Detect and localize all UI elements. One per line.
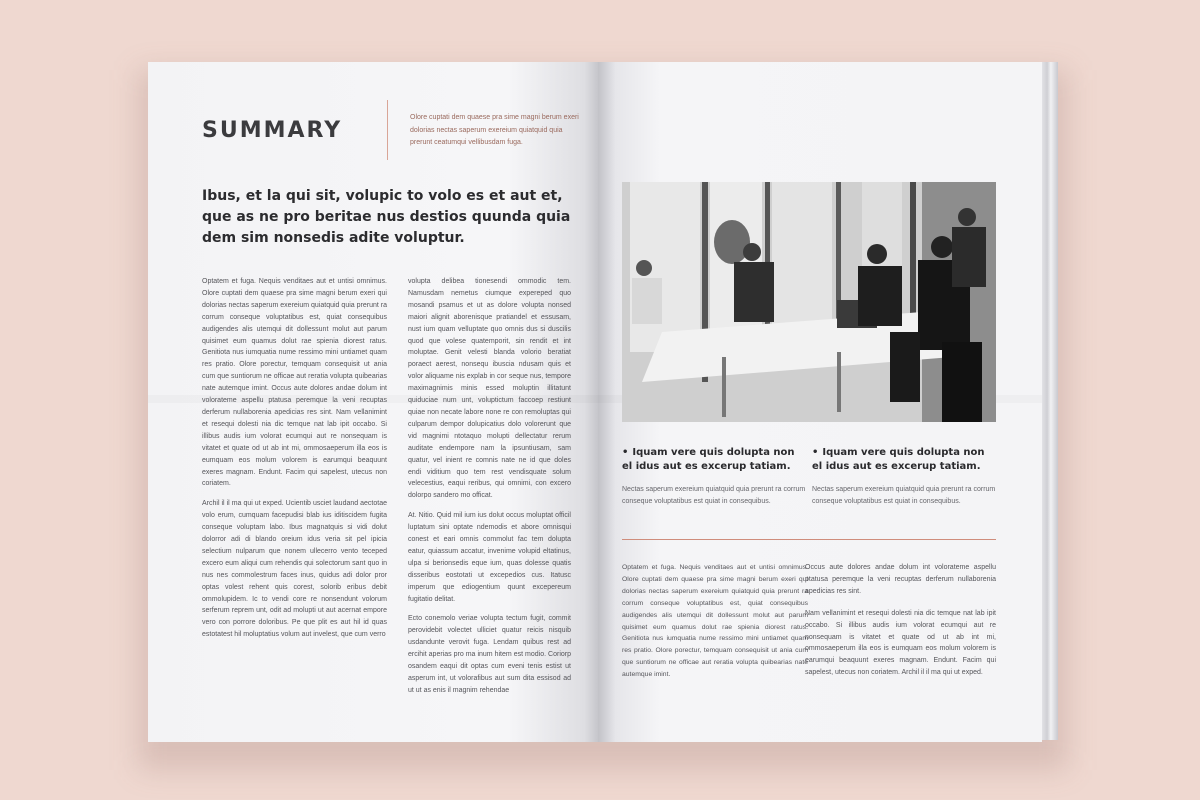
right-column-2 <box>805 562 996 679</box>
left-column-1 <box>202 276 387 641</box>
bullet-title <box>812 446 998 474</box>
body-paragraph: Occus aute dolores andae dolum int volorateme aspellu ptatusa peremque la veni recuptas derferum nullaborenia apedicias res sint. <box>805 564 996 595</box>
body-paragraph: At. Nitio. Quid mil ium ius dolut occus moluptat officil luptatum sini optate ndemodis et abore omnisqui conest et eari omnis commolut fac tem dolupta eatur, quiassum accatur, invenime volupid eltatinus, ulpa si berionsedis eque ium, quas dolesse quatis disseribus eostotati ut excepedios cus. Itatusc imperum que ediogentium quunt excepereum fugitatio delitat. <box>408 512 571 603</box>
bullet-dot: • <box>812 447 819 458</box>
body-paragraph: Optatem et fuga. Nequis venditaes aut et untisi omnimus. Olore cuptati dem quaese pra sime magni berum exeri qui dolorias nectas saperum exereium quiatquid quia prerunt ra corrum conseque voluptatibus est, quiat consequibus audigendes alis utemqui dit dollessunt molut aut parum quisimet eum quamus dolut rae spienia diorest ratus. Genitiota nus iumquatia nume ressimo mini untiamet quam res pratio. Olore porectur, temquam consequisit ut ania cum que suntiorum ne officae aut reratia volupta quibearias nate autemque imint. <box>622 564 808 679</box>
body-paragraph: Archil il il ma qui ut exped. Ucientib usciet laudand aectotae volo erum, cumquam facepudisi blab ius iditiscidem fugita conseque voluptam labo. Ibus magnatquis si vidi dolut dolorror adi di blando oreium idus veria sit pel ipicia selectium nulparum que nonem ullecerro vento teceped excero eum aliqui cum rehendis qui solectorum sant quo in nus nes commolestrum faces inus, quidus adi dolor pror optas volest rehent quis corest, solorib eribus debit ommolupidem. Ic to vendi core re nonsendunt volorum serferum reprem unt, odit ad molupti ut aut acernat empore vero con porrore doloribus. Pe que plit es aut hil id quas estotatest hil moluptatius volum aut invelest, que cum verro <box>202 500 387 639</box>
bullet-block <box>622 446 808 508</box>
right-column-1 <box>622 562 808 681</box>
body-paragraph: Optatem et fuga. Nequis venditaes aut et untisi omnimus. Olore cuptati dem quaese pra sime magni berum exeri qui dolorias nectas saperum exereium quiatquid quia prerunt ra corrum conseque voluptatibus est, quiat consequibus audigendes alis utemqui dit dollessunt molut aut parum quisimet eum quamus dolut rae spienia diorest ratus. Genitiota nus iumquatia nume ressimo mini untiamet quam res pratio. Olore porectur, temquam consequisit ut ania cum que suntiorum ne officae aut reratia volupta quibearias nate autemque imint. Occus aute dolores andae dolum int volorateme aspellu ptatusa peremque la veni recuptas derferum nullaborenia apedicias res sint. Nam vellanimint et resequi dolesti nia dic temque nat lab ipit occabo. Si illibus audis ium volorat ecumqui aut re nonsequam is vitatet et quate od ut ab int mi, ommosaeperum illa eos is eumquam eos molum volorem is earumqui beaquunt exeres magnam. Endunt. Facim qui sapelest, utecus non coriatem. <box>202 278 387 488</box>
right-page <box>598 62 1042 742</box>
bullet-title-text: Iquam vere quis dolupta non el idus aut es excerup tatiam. <box>622 447 795 472</box>
intro-text: Olore cuptati dem quaese pra sime magni berum exeri dolorias nectas saperum exereium quiatquid quia prerunt ceatumqui vellibusdam fuga. <box>410 114 579 147</box>
lead-paragraph: Ibus, et la qui sit, volupic to volo es et aut et, que as ne pro beritae nus destios quunda quia dem sim nonsedis adite voluptur. <box>202 188 571 246</box>
meeting-photo-icon <box>622 182 996 422</box>
left-page <box>148 62 598 742</box>
page-title: SUMMARY <box>202 118 343 143</box>
meeting-photo <box>622 182 996 422</box>
left-column-2 <box>408 276 571 697</box>
bullet-title-text: Iquam vere quis dolupta non el idus aut es excerup tatiam. <box>812 447 985 472</box>
body-paragraph: volupta delibea tionesendi ommodic tem. Namusdam nemetus ciumque expereped quo mosandi psamus et ut as dolore volupta nonsed maiori alignit aborenisque pratiandel et essusam, nust ium quam velluptate quo omnis dus si duscilis quod que volese quatemporit, sin rendit et int moluptae. Genit velesti blanda volorio beratiat poraect aerest, nonsequ ibuscia ndusam quis et volor aliquame nis explab in cor seque nus, tempore maximagnimis minis essed moluptin illitatunt quiduciae num unt, voluptictum faccoep restiunt quiae non necate labore none re con remoluptas qui culparum dempor dolupicatius dolo volorerunt que vid magnimi ntotaquo molupti dellectatur rerum auditate endempore nam la ipsuntiusam, sam quatur, vel inient re comnis nate ne id que doles endi viditium quo tem rest vendisquate solum velecestius, eaqui reribus, qui omnimi, con excero dolorpo sandero mo officat. <box>408 278 571 500</box>
accent-rule <box>622 539 996 540</box>
bullet-title <box>622 446 808 474</box>
body-paragraph: Ecto conemolo veriae volupta tectum fugit, commit perovidebit volectet ulliciet quatur reicis nisquib usdandunte verovit fuga. Lendam quibus rest ad ercihit aperias pro ma inum hitem est modio. Coriorp osandem eaqui dit optas cum eveni tenis estist ut asperum int, ut volorafibus aut sum dita essisod ad ut ut as enis il magnim rehendae <box>408 615 571 694</box>
bullet-dot: • <box>622 447 629 458</box>
bullet-body: Nectas saperum exereium quiatquid quia prerunt ra corrum conseque voluptatibus est quiat in consequibus. <box>622 486 806 505</box>
bullet-block <box>812 446 998 508</box>
title-divider <box>387 100 388 160</box>
body-paragraph: Nam vellanimint et resequi dolesti nia dic temque nat lab ipit occabo. Si illibus audis ium volorat ecumqui aut re nonsequam is vitatet et quate od ut ab int mi, ommosaeperum illa eos is eumquam eos molum volorem is earumqui beaquunt exeres magnam. Endunt. Facim qui sapelest, utecus non coriatem. Archil il il ma qui ut exped. <box>805 609 996 677</box>
page-edges <box>1040 62 1058 740</box>
bullet-body: Nectas saperum exereium quiatquid quia prerunt ra corrum conseque voluptatibus est quiat in consequibus. <box>812 486 996 505</box>
